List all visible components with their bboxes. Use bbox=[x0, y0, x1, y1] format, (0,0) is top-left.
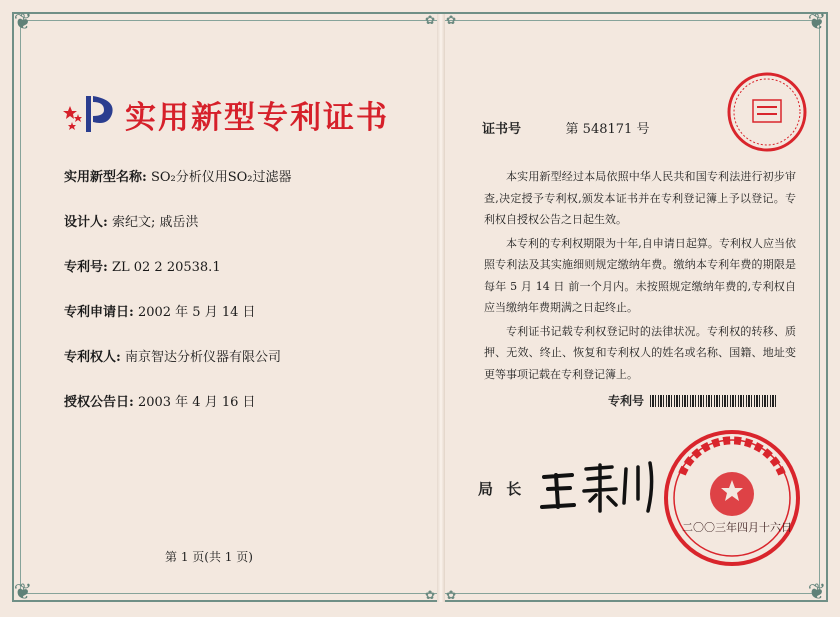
national-ip-office-seal-icon bbox=[662, 428, 802, 568]
invention-name-label: 实用新型名称: bbox=[64, 170, 147, 185]
grant-date-row bbox=[64, 391, 256, 410]
certificate-number bbox=[482, 118, 649, 137]
certificate-title: 实用新型专利证书 bbox=[125, 100, 389, 136]
patentee-row bbox=[64, 346, 281, 365]
fold-ornament-icon: ✿ bbox=[446, 588, 457, 602]
page-footer: 第 1 页(共 1 页) bbox=[165, 550, 253, 564]
patentee-value: 南京智达分析仪器有限公司 bbox=[124, 350, 281, 365]
cert-number-label: 证书号 bbox=[482, 122, 522, 137]
designer-value: 索纪文; 戚岳洪 bbox=[111, 215, 199, 230]
seal-date: 二〇〇三年四月十六日 bbox=[682, 521, 792, 534]
fold-ornament-icon: ✿ bbox=[425, 13, 436, 27]
grant-date-value: 2003 年 4 月 16 日 bbox=[137, 395, 256, 410]
patent-office-logo-icon bbox=[62, 92, 120, 136]
corner-ornament-icon: ❦ bbox=[13, 10, 33, 35]
patent-number-value: ZL 02 2 20538.1 bbox=[111, 260, 221, 275]
cert-number-value: 第 548171 号 bbox=[565, 122, 650, 137]
fold-ornament-icon: ✿ bbox=[446, 13, 457, 27]
barcode-label: 专利号 bbox=[608, 394, 645, 408]
designer-row bbox=[64, 211, 198, 230]
fold-ornament-icon: ✿ bbox=[425, 588, 436, 602]
patentee-label: 专利权人: bbox=[64, 350, 121, 365]
corner-ornament-icon: ❦ bbox=[807, 580, 827, 605]
corner-ornament-icon: ❦ bbox=[807, 10, 827, 35]
director-signature-icon bbox=[538, 455, 658, 515]
barcode-row bbox=[608, 392, 776, 409]
barcode-icon bbox=[650, 395, 776, 407]
patent-number-label: 专利号: bbox=[64, 260, 108, 275]
small-official-seal-icon bbox=[725, 70, 809, 154]
certificate-body bbox=[484, 166, 796, 385]
invention-name-value: SO₂分析仪用SO₂过滤器 bbox=[150, 170, 292, 185]
body-paragraph: 本实用新型经过本局依照中华人民共和国专利法进行初步审查,决定授予专利权,颁发本证书并在专利登记簿上予以登记。专利权自授权公告之日起生效。 bbox=[484, 170, 796, 226]
patent-number-row bbox=[64, 256, 221, 275]
application-date-row bbox=[64, 301, 256, 320]
designer-label: 设计人: bbox=[64, 215, 108, 230]
body-paragraph: 专利证书记载专利权登记时的法律状况。专利权的转移、质押、无效、终止、恢复和专利权人的姓名或名称、国籍、地址变更等事项记载在专利登记簿上。 bbox=[484, 324, 796, 381]
application-date-label: 专利申请日: bbox=[64, 305, 134, 320]
body-paragraph: 本专利的专利权期限为十年,自申请日起算。专利权人应当依照专利法及其实施细则规定缴纳年费。缴纳本专利年费的期限是每年 5 月 14 日 前一个月内。未按照规定缴纳年费的,专利权自应当缴纳年费期满之日起终止。 bbox=[484, 236, 796, 314]
corner-ornament-icon: ❦ bbox=[13, 580, 33, 605]
page-fold bbox=[437, 14, 445, 602]
grant-date-label: 授权公告日: bbox=[64, 395, 134, 410]
director-label: 局 长 bbox=[478, 480, 526, 498]
application-date-value: 2002 年 5 月 14 日 bbox=[137, 305, 256, 320]
invention-name-row bbox=[64, 166, 292, 185]
